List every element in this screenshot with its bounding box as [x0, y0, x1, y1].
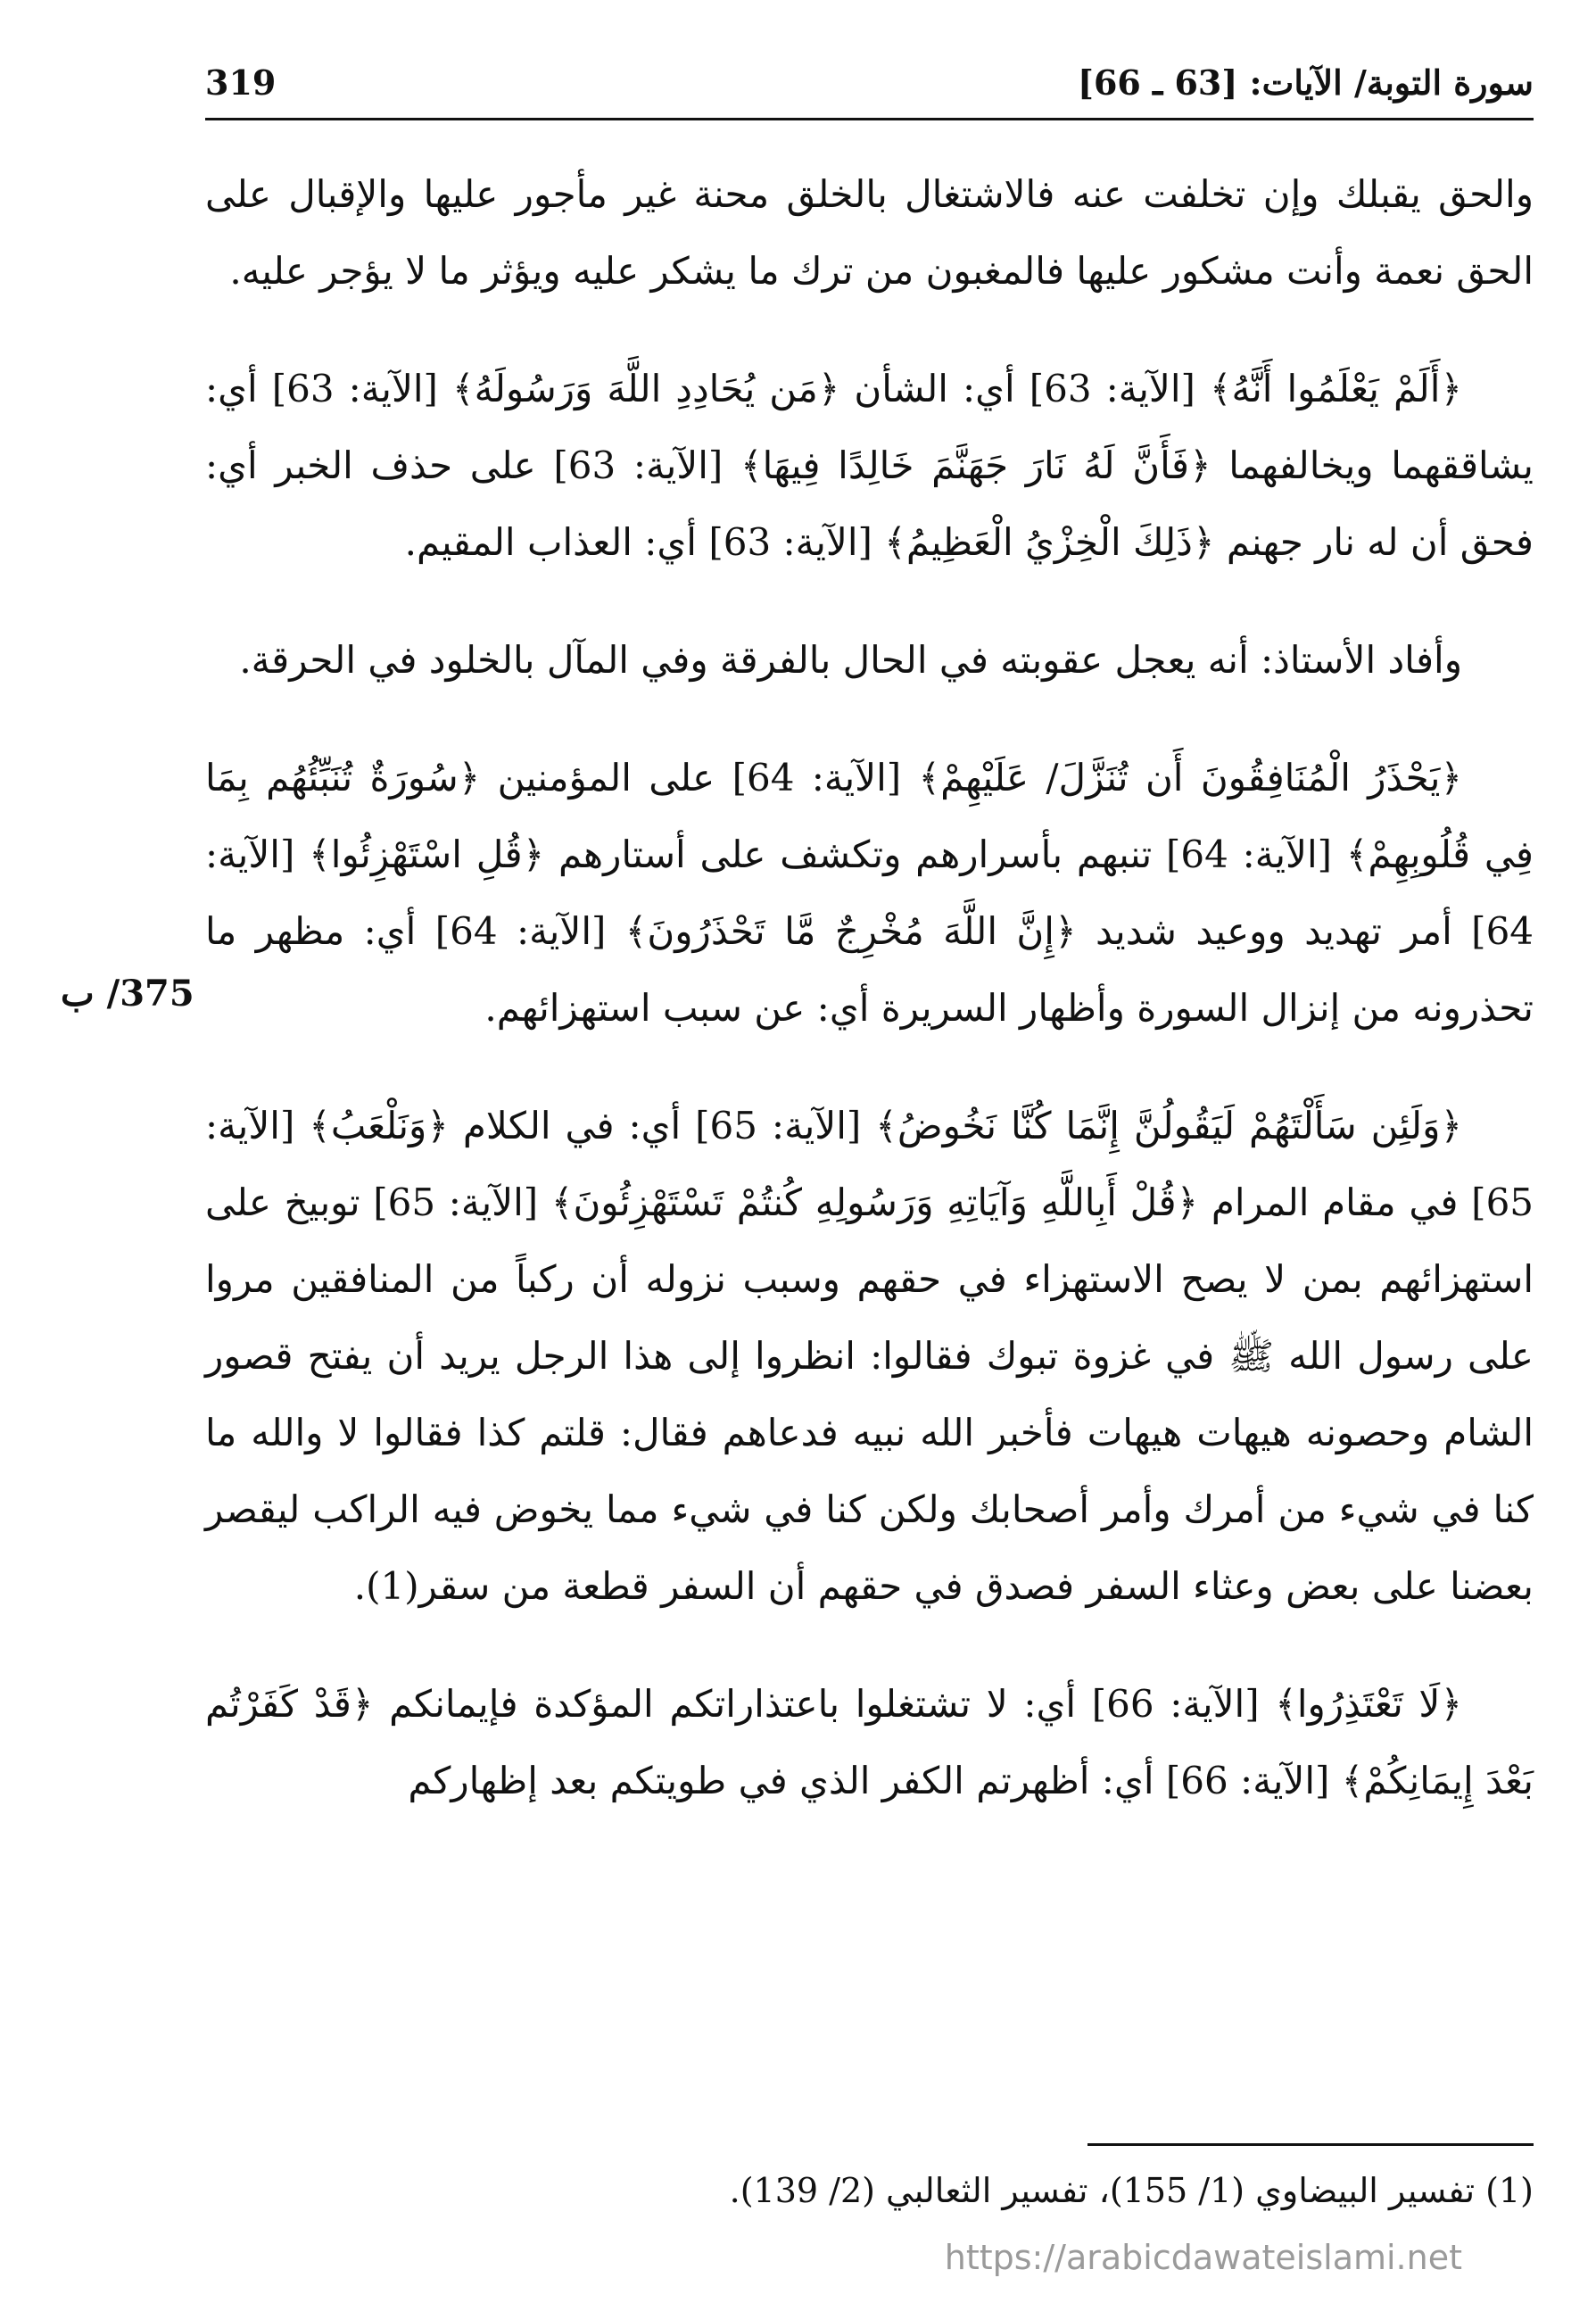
paragraph-3: وأفاد الأستاذ: أنه يعجل عقوبته في الحال بالفرقة وفي المآل بالخلود في الحرقة.	[239, 638, 1462, 682]
paragraph-6: ﴿لَا تَعْتَذِرُوا﴾ [الآية: 66] أي: لا تشتغلوا باعتذاراتكم المؤكدة فإيمانكم ﴿قَدْ كَفَرْتُم بَعْدَ إِيمَانِكُمْ﴾ [الآية: 66] أي: أظهرتم الكفر الذي في طويتكم بعد إظهاركم	[205, 1682, 1534, 1802]
header-title: سورة التوبة/ الآيات: [63 ـ 66]	[1077, 62, 1534, 103]
paragraph-4: ﴿يَحْذَرُ الْمُنَافِقُونَ أَن تُنَزَّلَ/ عَلَيْهِمْ﴾ [الآية: 64] على المؤمنين ﴿سُورَةٌ تُنَبِّئُهُم بِمَا فِي قُلُوبِهِمْ﴾ [الآية: 64] تنبهم بأسرارهم وتكشف على أستارهم ﴿قُلِ اسْتَهْزِئُوا﴾ [الآية: 64] أمر تهديد ووعيد شديد ﴿إِنَّ اللَّهَ مُخْرِجٌ مَّا تَحْذَرُونَ﴾ [الآية: 64] أي: مظهر ما تحذرونه من إنزال السورة وأظهار السريرة أي: عن سبب استهزائهم.	[205, 756, 1534, 1030]
watermark-url: https://arabicdawateislami.net	[944, 2238, 1462, 2277]
running-header	[205, 55, 1534, 120]
footnote-divider	[1087, 2143, 1534, 2146]
footnote: (1) تفسير البيضاوي (1/ 155)، تفسير الثعالبي (2/ 139).	[729, 2171, 1534, 2210]
paragraph-2: ﴿أَلَمْ يَعْلَمُوا أَنَّهُ﴾ [الآية: 63] أي: الشأن ﴿مَن يُحَادِدِ اللَّهَ وَرَسُولَهُ﴾ [الآية: 63] أي: يشاققهما ويخالفهما ﴿فَأَنَّ لَهُ نَارَ جَهَنَّمَ خَالِدًا فِيهَا﴾ [الآية: 63] على حذف الخبر أي: فحق أن له نار جهنم ﴿ذَلِكَ الْخِزْيُ الْعَظِيمُ﴾ [الآية: 63] أي: العذاب المقيم.	[205, 367, 1534, 564]
manuscript-folio-note: 375/ ب	[61, 973, 194, 1015]
main-text	[205, 156, 1534, 1860]
paragraph-1: والحق يقبلك وإن تخلفت عنه فالاشتغال بالخلق محنة غير مأجور عليها والإقبال على الحق نعمة وأنت مشكور عليها فالمغبون من ترك ما يشكر عليه ويؤثر ما لا يؤجر عليه.	[205, 172, 1534, 293]
page-number: 319	[205, 62, 277, 103]
paragraph-5: ﴿وَلَئِن سَأَلْتَهُمْ لَيَقُولُنَّ إِنَّمَا كُنَّا نَخُوضُ﴾ [الآية: 65] أي: في الكلام ﴿وَنَلْعَبُ﴾ [الآية: 65] في مقام المرام ﴿قُلْ أَبِاللَّهِ وَآيَاتِهِ وَرَسُولِهِ كُنتُمْ تَسْتَهْزِئُونَ﴾ [الآية: 65] توبيخ على استهزائهم بمن لا يصح الاستهزاء في حقهم وسبب نزوله أن ركباً من المنافقين مروا على رسول الله ﷺ في غزوة تبوك فقالوا: انظروا إلى هذا الرجل يريد أن يفتح قصور الشام وحصونه هيهات هيهات فأخبر الله نبيه فدعاهم فقال: قلتم كذا فقالوا لا والله ما كنا في شيء من أمرك وأمر أصحابك ولكن كنا في شيء مما يخوض فيه الراكب ليقصر بعضنا على بعض وعثاء السفر فصدق في حقهم أن السفر قطعة من سقر(1).	[205, 1104, 1534, 1608]
